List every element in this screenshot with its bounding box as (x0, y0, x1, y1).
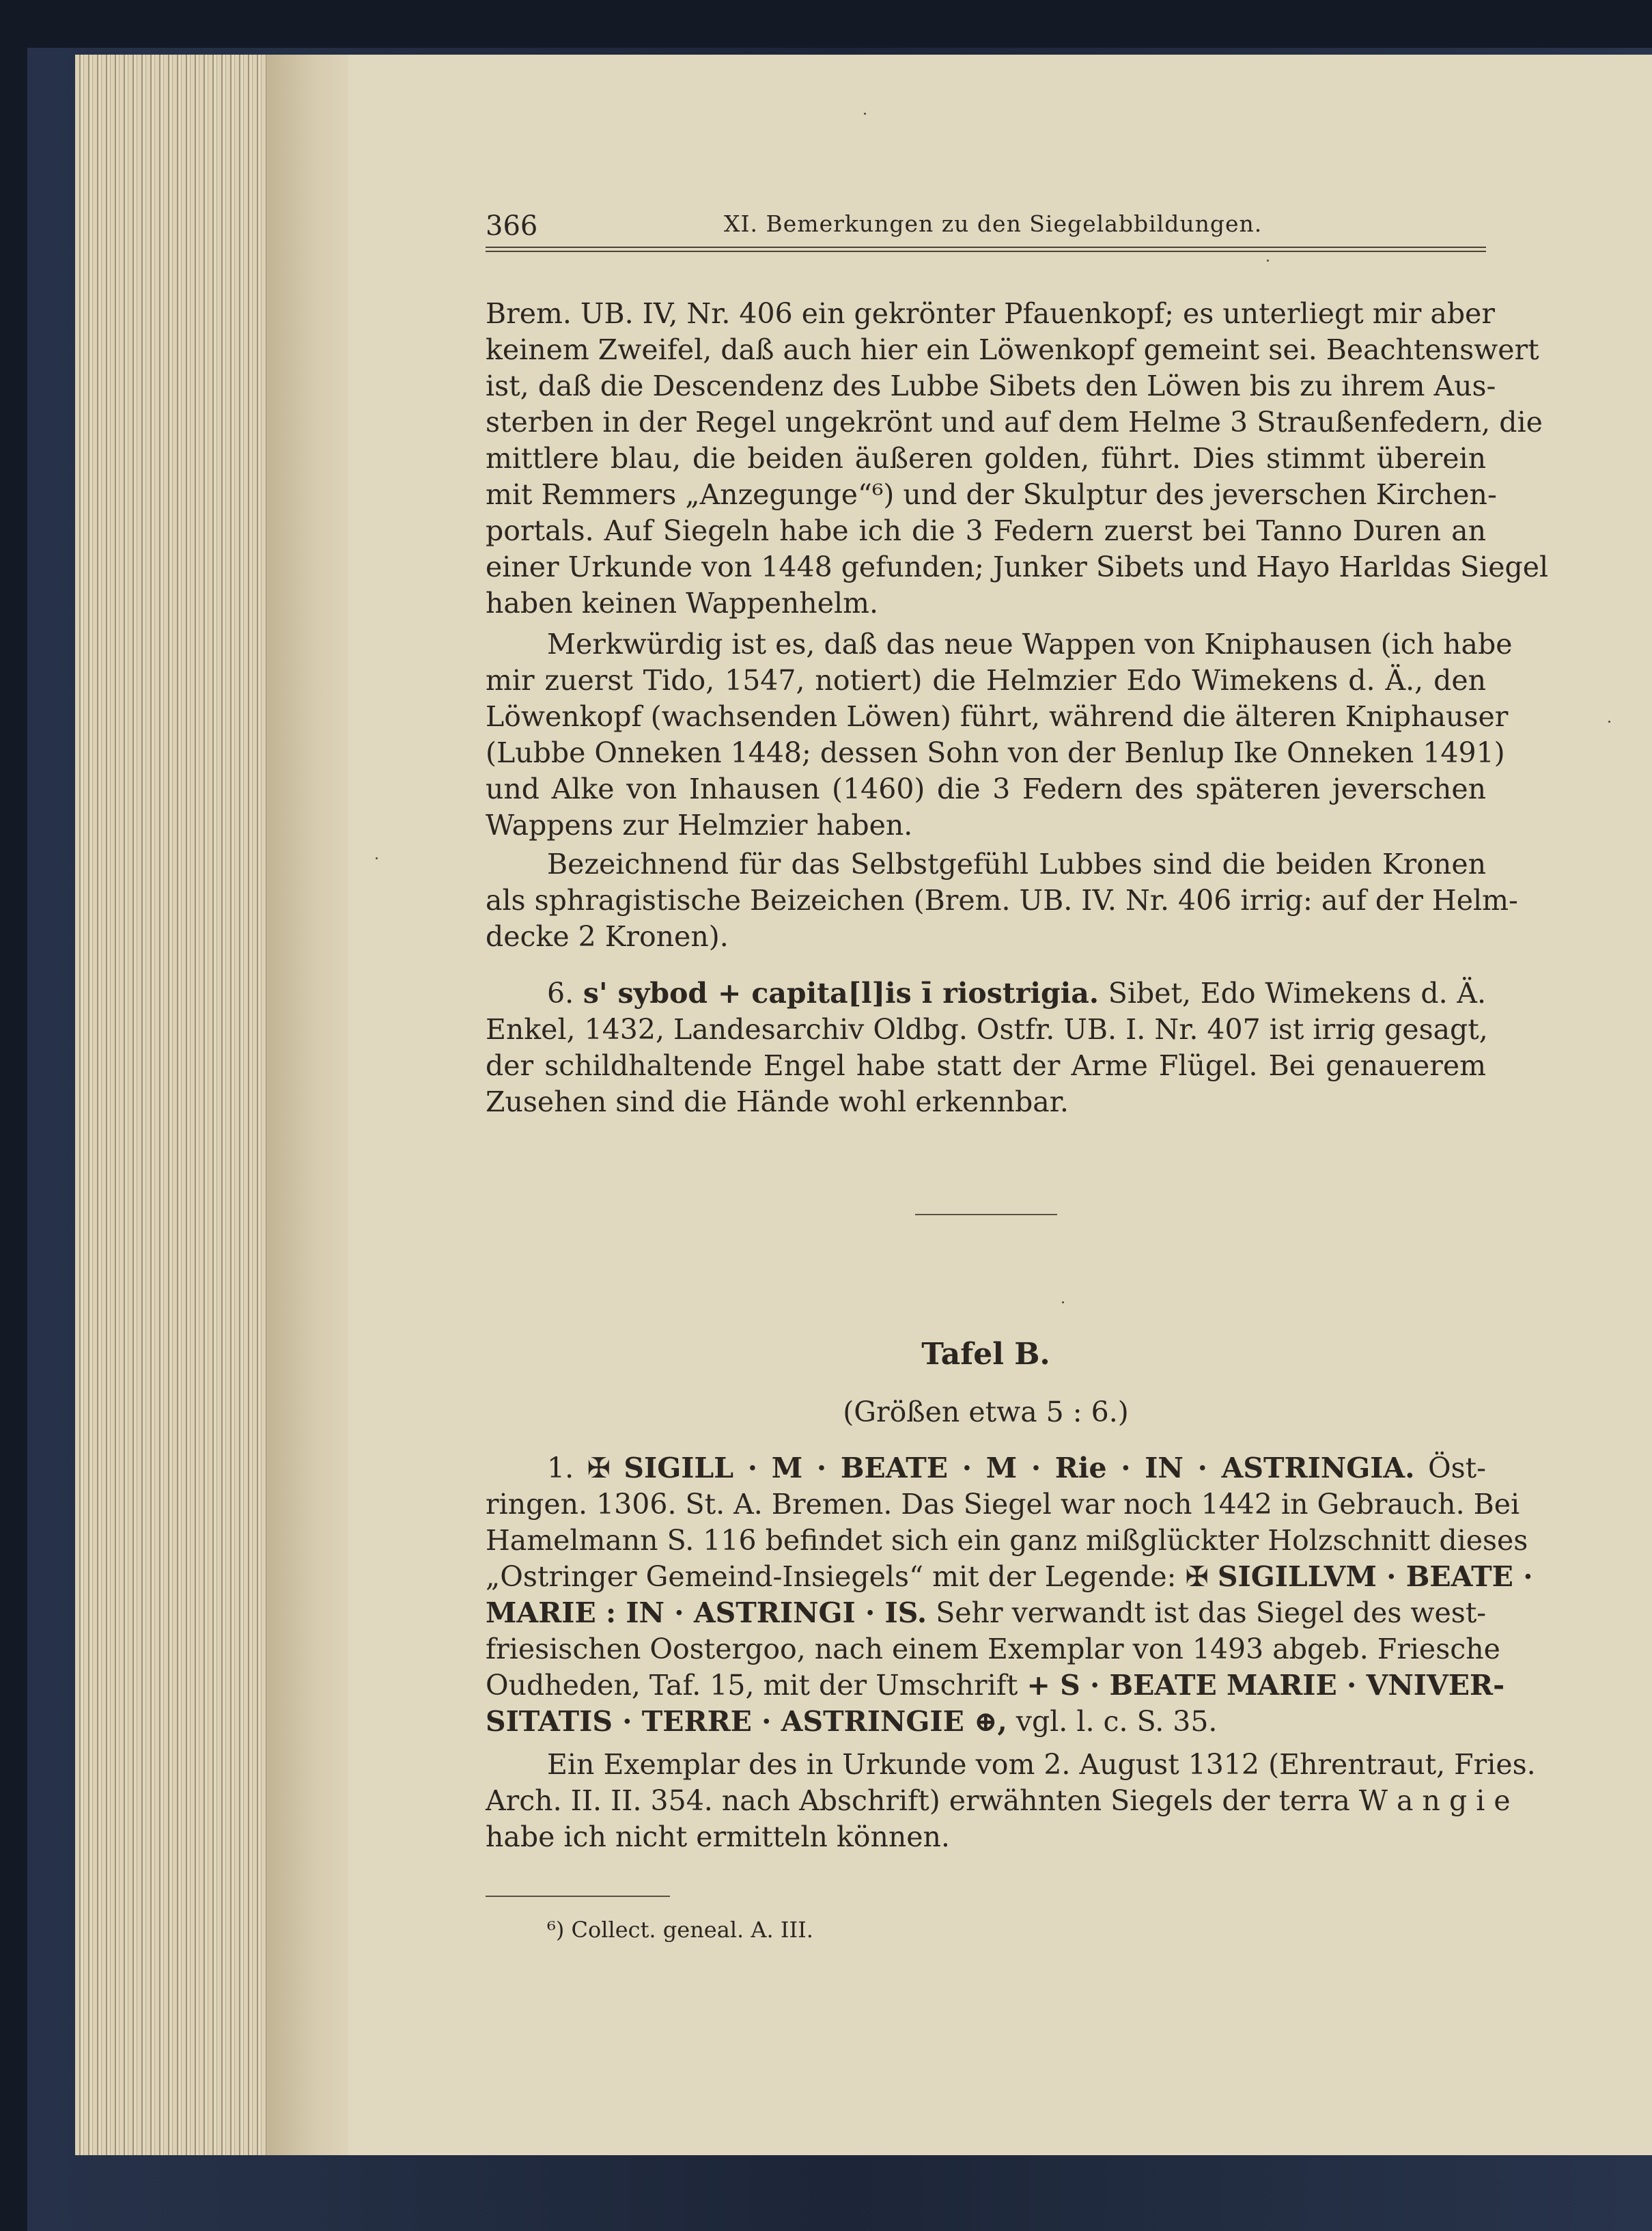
entry-2-line-2: Arch. II. II. 354. nach Abschrift) erwähnten Siegels der terra W a n g i e (486, 1784, 1511, 1817)
entry-1-line-4 (486, 1559, 1533, 1595)
paper-speck (1062, 1301, 1064, 1303)
paragraph-1-line-8: einer Urkunde von 1448 gefunden; Junker Sibets und Hayo Harldas Siegel (486, 551, 1549, 583)
paragraph-1-line-3: ist, daß die Descendenz des Lubbe Sibets den Löwen bis zu ihrem Aus- (486, 370, 1496, 402)
paragraph-2-line-6: Wappens zur Helmzier haben. (486, 809, 913, 842)
seal-6-text: Sibet, Edo Wimekens d. Ä. (1108, 977, 1486, 1010)
paper-speck (1608, 721, 1610, 723)
paragraph-1 (486, 296, 1549, 622)
paragraph-1-line-9: haben keinen Wappenhelm. (486, 587, 879, 620)
entry-1-text: Oudheden, Taf. 15, mit der Umschrift (486, 1669, 1018, 1702)
plate-subtitle: (Größen etwa 5 : 6.) (843, 1396, 1129, 1428)
paragraph-3-line-1: Bezeichnend für das Selbstgefühl Lubbes sind die beiden Kronen (547, 848, 1486, 881)
seal-legend: SIGILL · M · BEATE · M · Rie · IN · ASTRINGIA. (624, 1452, 1415, 1484)
header-rule (486, 247, 1486, 252)
cross-icon: ✠ (1185, 1560, 1209, 1593)
plate-entry-2 (486, 1747, 1536, 1855)
gutter-shadow (266, 55, 348, 2155)
paragraph-2-line-3: Löwenkopf (wachsenden Löwen) führt, während die älteren Kniphauser (486, 700, 1509, 733)
seal-6-line-4: Zusehen sind die Hände wohl erkennbar. (486, 1085, 1069, 1118)
seal-legend: SIGILLVM · BEATE · (1217, 1560, 1533, 1593)
paragraph-2-line-4: (Lubbe Onneken 1448; dessen Sohn von der Benlup Ike Onneken 1491) (486, 736, 1505, 769)
entry-1-text: Öst- (1427, 1452, 1486, 1484)
paragraph-3-line-2: als sphragistische Beizeichen (Brem. UB. IV. Nr. 406 irrig: auf der Helm- (486, 884, 1518, 917)
running-head: XI. Bemerkungen zu den Siegelabbildungen. (724, 210, 1263, 237)
seal-legend: MARIE : IN · ASTRINGI · IS. (486, 1596, 927, 1629)
seal-legend: + S · BEATE MARIE · VNIVER- (1026, 1669, 1505, 1702)
entry-2-line-3: habe ich nicht ermitteln können. (486, 1820, 950, 1853)
entry-number: 1. (547, 1452, 574, 1484)
paragraph-2-line-2: mir zuerst Tido, 1547, notiert) die Helmzier Edo Wimekens d. Ä., den (486, 664, 1486, 697)
entry-2-line-1: Ein Exemplar des in Urkunde vom 2. August 1312 (Ehrentraut, Fries. (547, 1748, 1536, 1781)
paper-speck (864, 113, 866, 115)
entry-1-line-8 (486, 1704, 1486, 1740)
entry-1-text: Sehr verwandt ist das Siegel des west- (936, 1596, 1487, 1629)
seal-legend: SITATIS · TERRE · ASTRINGIE ⊕, (486, 1705, 1007, 1738)
paragraph-2-line-1: Merkwürdig ist es, daß das neue Wappen von Kniphausen (ich habe (547, 628, 1513, 661)
cross-icon: ✠ (587, 1452, 611, 1484)
entry-1-line-7 (486, 1667, 1505, 1704)
paragraph-1-line-4: sterben in der Regel ungekrönt und auf dem Helme 3 Straußenfedern, die (486, 406, 1543, 439)
seal-6-line-2: Enkel, 1432, Landesarchiv Oldbg. Ostfr. UB. I. Nr. 407 ist irrig gesagt, (486, 1013, 1488, 1046)
paragraph-seal-6 (486, 975, 1486, 1120)
entry-1-text: vgl. l. c. S. 35. (1016, 1705, 1218, 1738)
entry-1-line-1 (486, 1450, 1486, 1486)
paragraph-2 (486, 626, 1513, 844)
entry-1-line-6: friesischen Oostergoo, nach einem Exemplar von 1493 abgeb. Friesche (486, 1633, 1500, 1665)
entry-1-text: „Ostringer Gemeind-Insiegels“ mit der Legende: (486, 1560, 1177, 1593)
paragraph-1-line-1: Brem. UB. IV, Nr. 406 ein gekrönter Pfauenkopf; es unterliegt mir aber (486, 297, 1495, 330)
plate-title: Tafel B. (921, 1337, 1050, 1372)
paragraph-1-line-2: keinem Zweifel, daß auch hier ein Löwenkopf gemeint sei. Beachtenswert (486, 333, 1539, 366)
paragraph-1-line-6: mit Remmers „Anzegunge“⁶) und der Skulptur des jeverschen Kirchen- (486, 478, 1497, 511)
entry-1-line-2: ringen. 1306. St. A. Bremen. Das Siegel war noch 1442 in Gebrauch. Bei (486, 1488, 1520, 1521)
plate-entry-1 (486, 1450, 1533, 1740)
paper-speck (1267, 260, 1269, 262)
paragraph-3 (486, 846, 1518, 955)
paper-speck (376, 857, 378, 859)
footnote-rule (486, 1896, 670, 1897)
seal-6-line-3: der schildhaltende Engel habe statt der Arme Flügel. Bei genauerem (486, 1049, 1486, 1082)
paragraph-1-line-7: portals. Auf Siegeln habe ich die 3 Federn zuerst bei Tanno Duren an (486, 514, 1486, 547)
seal-number: 6. (547, 977, 574, 1010)
seal-6-line-1 (486, 975, 1486, 1012)
paragraph-2-line-5: und Alke von Inhausen (1460) die 3 Federn des späteren jeverschen (486, 773, 1486, 805)
entry-1-line-5 (486, 1595, 1486, 1631)
paragraph-3-line-3: decke 2 Kronen). (486, 920, 729, 953)
page-edges (75, 55, 266, 2155)
page-number: 366 (486, 210, 538, 242)
seal-legend: s' sybod + capita[l]is ī riostrigia. (583, 977, 1100, 1010)
entry-1-line-3: Hamelmann S. 116 befindet sich ein ganz mißglückter Holzschnitt dieses (486, 1524, 1528, 1557)
footnote: ⁶) Collect. geneal. A. III. (547, 1917, 813, 1943)
paragraph-1-line-5: mittlere blau, die beiden äußeren golden, führt. Dies stimmt überein (486, 442, 1486, 475)
section-separator (915, 1214, 1057, 1215)
